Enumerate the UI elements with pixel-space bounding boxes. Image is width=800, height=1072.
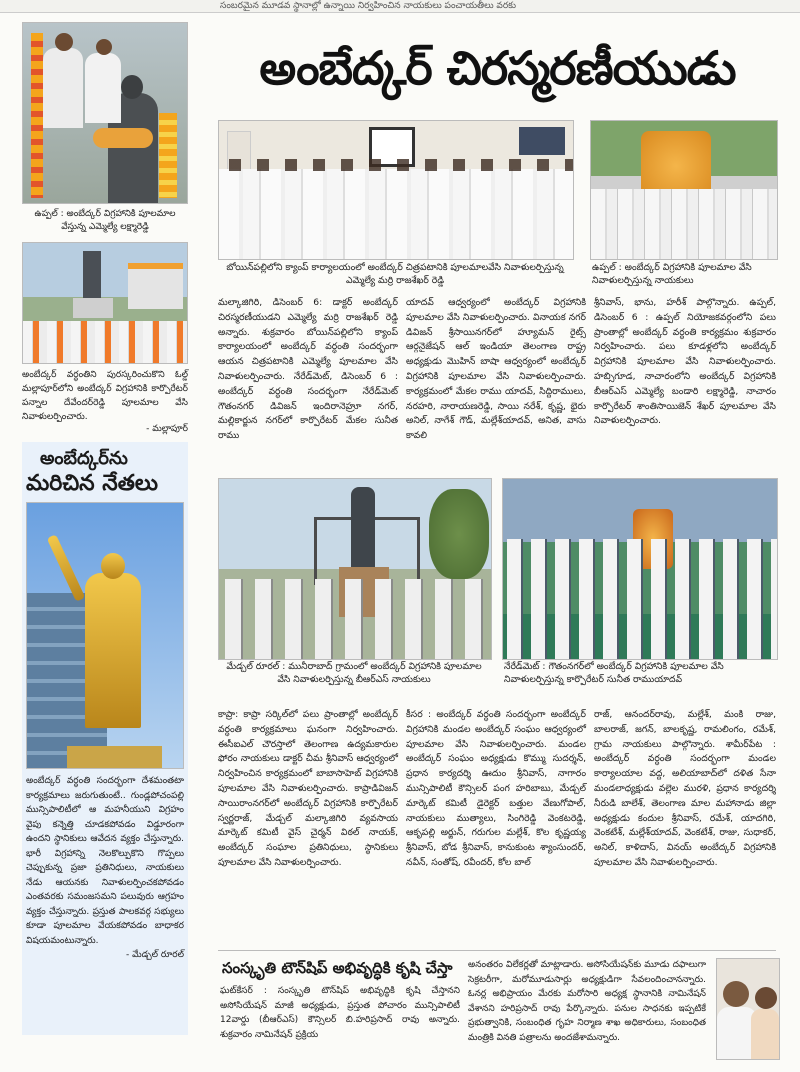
golden-statue-body: [85, 573, 141, 728]
bottom-article-col1: ఘట్‌కేసర్ : సంస్కృతి టౌన్‌షిప్ అభివృద్ధికి కృషి చేస్తానని అసోసియేషన్ మాజీ అధ్యక్షుడు, ప్రస్తుత పోచారం మున్సిపాలిటీ 12వార్డు (బీఆర్ఎస్) కౌన్సిలర్ బి.హరిప్రసాద్ రావు అన్నారు. శుక్రవారం నామినేషన్ ప్రక్రియ: [220, 986, 460, 1040]
mla-laxma-reddy-photo: [22, 22, 188, 204]
person-figure: [751, 1009, 779, 1059]
person-head: [723, 981, 749, 1007]
article-neredmet: యాదవ్ ఆధ్వర్యంలో అంబేద్కర్ విగ్రహానికి పూలమాల వేసి నివాళులర్పించారు. వినాయక నగర్ డివిజన్ శ్రీసాయినగర్‌లో హ్యూమన్ రైట్స్ ఆర్గనైజేషన్ ఆల్ ఇండియా తెలంగాణ రాష్ట్ర అధ్యక్షుడు మొహిన్ బాషా ఆధ్వర్యంలో అంబేద్కర్ విగ్రహానికి పూలమాల వేసి నివాళులర్పించారు. కార్యక్రమంలో మేకల రాము యాదవ్, సిద్దిరాములు, నరహరి, నారాయణరెడ్డి, సాయి నరేశ్, కృష్ణ, భైరు అనిల్, నాగేశ్ గౌడ్, మల్లేశ్‌యాదవ్, అనిత, వాసు కావలి: [406, 297, 586, 442]
medchal-caption: మేడ్చల్ రూరల్ : మునీరాబాద్ గ్రామంలో అంబేద్కర్ విగ్రహానికి పూలమాల వేసి నివాళులర్పిస్తున్న బీఆర్ఎస్ నాయకులు: [220, 660, 488, 686]
golden-ambedkar-statue-photo: [26, 502, 184, 769]
section-divider: [218, 950, 776, 951]
photo2-caption: అంబేద్కర్ వర్ధంతిని పురస్కరించుకొని ఓల్డ్ మల్లాపూర్‌లోని అంబేద్కర్ విగ్రహానికి కార్పొరేటర్ పన్నాల దేవేందర్‌రెడ్డి పూలమాల వేసి నివాళులర్పించారు.: [22, 370, 188, 422]
article-shamirpet: రాజ్, ఆనందర్‌రావు, మల్లేశ్, మంకి రాజు, బాలరాజ్, జగన్, బాలకృష్ణ, రామలింగం, రమేశ్, గ్రామ నాయకులు పాల్గొన్నారు. శామీర్‌పేట : అంబేద్కర్ వర్ధంతి సందర్భంగా మండల కార్యాలయాల వద్ద, అలియాబాద్‌లో దళిత సేనా మండలాధ్యక్షుడు వల్లెల మురళి, ప్రధాన కార్యదర్శి నీరుడి బాలేశ్, తెలంగాణ మాల మహానాడు జిల్లా అధ్యక్షుడు కందుల శ్రీనివాస్, రమేశ్, యాదగిరి, వెంకటేశ్, మల్లేశ్‌యాదవ్, వెంకటేశ్, రాజు, సుధాకర్, అనిల్, కాళిదాస్, వినయ్ అంబేద్కర్ విగ్రహానికి పూలమాల వేసి నివాళులర్పించారు.: [594, 709, 776, 868]
statue-pedestal: [73, 298, 113, 318]
photo1-caption: ఉప్పల్ : అంబేద్కర్ విగ్రహానికి పూలమాల వేస్తున్న ఎమ్మెల్యే లక్ష్మారెడ్డి: [34, 209, 176, 232]
main-photo-caption: బోయిన్‌పల్లిలోని క్యాంప్ కార్యాలయంలో అంబేద్కర్ చిత్రపటానికి పూలమాలవేసి నివాళులర్పిస్తున్న ఎమ్మెల్యే మర్రి రాజశేఖర్ రెడ్డి: [222, 261, 568, 287]
boinpally-office-photo: [218, 120, 574, 260]
person-figure: [85, 53, 121, 123]
statue-figure: [83, 251, 101, 301]
article-keesara: కీసర : అంబేద్కర్ వర్ధంతి సందర్భంగా అంబేద్కర్ విగ్రహానికి మండల అంబేద్కర్ సంఘం ఆధ్వర్యంలో పూలమాల వేసి నివాళులర్పించారు. మండల అంబేద్కర్ సంఘం అధ్యక్షుడు కొమ్ము సుదర్శన్, ప్రధాన కార్యదర్శి ఊదుం శ్రీనివాస్, నాగారం మున్సిపాలిటీ కౌన్సిలర్ పంగ హరిబాబు, మేడ్చల్ మార్కెట్ కమిటీ డైరెక్టర్ బత్తుల వేణుగోపాల్, నాయకులు ముత్యాలు, సింగిరెడ్డి వెంకటరెడ్డి, ఆకృపల్లి అర్జున్, గరుగుల మల్లేశ్, కొల కృష్ణయ్య శ్రీనివాస్, బోడ శ్రీనివాస్, కానుకుంట శ్యాంసుందర్, నవీన్, సంతోష్, రవీందర్, కోల బాల్: [406, 709, 586, 868]
bottom-article-col2: అనంతరం విలేకర్లతో మాట్లాడారు. అసోసియేషన్‌కు మూడు దఫాలుగా సెక్రటరీగా, మరోమూడుసార్లు అధ్యక్షుడిగా సేవలందించానన్నారు. ఓనర్ల అభిప్రాయం మేరకు మరోసారి అధ్యక్ష స్థానానికి నామినేషన్ వేశానని హరిప్రసాద్ రావు పేర్కొన్నారు. పనుల సాధనకు ఇప్పటికే ప్రభుత్వానికి, సంబంధిత గృహ నిర్మాణ శాఖ అధికారులు, సంబంధిత మంత్రికి వినతి పత్రాలను అందజేశామన్నారు.: [468, 960, 706, 1043]
uppal-statue-photo: [590, 120, 778, 260]
corporator-group: [503, 539, 777, 659]
bottom-headline: సంస్కృతి టౌన్‌షిప్ అభివృద్ధికి కృషి చేస్తా: [222, 959, 453, 977]
person-head: [96, 39, 112, 55]
statue-head: [121, 75, 143, 99]
garland-decoration: [159, 113, 177, 198]
person-head: [755, 987, 777, 1009]
stage-canopy: [128, 263, 183, 309]
box-headline-line2: మరిచిన నేతలు: [26, 471, 159, 496]
flower-garland: [93, 128, 153, 148]
person-head: [55, 33, 73, 51]
uppal-caption: ఉప్పల్ : అంబేద్కర్ విగ్రహానికి పూలమాల వేసి నివాళులర్పిస్తున్న నాయకులు: [592, 261, 774, 287]
muneerabad-statue-photo: [218, 478, 492, 660]
hariprasad-photo: [716, 958, 780, 1060]
leaders-group: [219, 169, 573, 259]
golden-statue-arm: [47, 534, 86, 602]
crowd-group: [23, 321, 188, 363]
leaders-group: [591, 189, 777, 259]
garland-decoration: [31, 33, 43, 198]
photo2-signature: - మల్లాపూర్: [146, 424, 188, 434]
statue-figure: [351, 487, 375, 567]
box-headline-line1: అంబేద్కర్‌ను: [40, 448, 128, 469]
golden-statue-head: [101, 553, 125, 579]
top-strip-text: సంబరమైన మూడవ స్థానాల్లో ఉన్నాయి నిర్వహించిన నాయకులు పంచాయతీలు వరకు: [220, 1, 516, 11]
wall-photos: [519, 127, 565, 155]
old-mallapur-photo: [22, 242, 188, 364]
article-malkajgiri: మల్కాజిగిరి, డిసెంబర్ 6: డాక్టర్ అంబేద్కర్ చిరస్మరణీయుడని ఎమ్మెల్యే మర్రి రాజశేఖర్ రెడ్డి అన్నారు. శుక్రవారం బోయిన్‌పల్లిలోని క్యాంప్ కార్యాలయంలో అంబేద్కర్ వర్ధంతి సందర్భంగా ఆయన చిత్రపటానికి ఎమ్మెల్యే పూలమాల వేసి నివాళులర్పించారు. నేరేడ్‌మెట్, డిసెంబర్ 6 : అంబేద్కర్ వర్ధంతి సందర్భంగా నేరేడ్‌మెట్ గౌతంనగర్ డివిజన్ ఇందిరానెహ్రూ నగర్, మల్లికార్జున నగర్‌లో కార్పొరేటర్ మేకల సునీత రాము: [218, 297, 398, 442]
tree: [429, 489, 489, 579]
forgotten-leaders-box: [22, 442, 188, 1035]
brs-leaders-group: [219, 579, 491, 659]
article-uppal: శ్రీనివాస్, భాను, హరీశ్ పాల్గొన్నారు. ఉప్పల్, డిసెంబర్ 6 : ఉప్పల్ నియోజకవర్గంలోని పలు ప్రాంతాల్లో అంబేద్కర్ వర్ధంతి కార్యక్రమం శుక్రవారం నిర్వహించారు. పలు కూడళ్లలోని అంబేద్కర్ విగ్రహానికి పూలమాల వేసి నివాళులర్పించారు. హబ్సిగూడ, నాచారంలోని అంబేద్కర్ విగ్రహానికి బీఆర్ఎస్ ఎమ్మెల్యే బండారి లక్ష్మారెడ్డి, నాచారం కార్పొరేటర్ శాంతిసాయిజెన్ శేఖర్ పూలమాల వేసి నివాళులర్పించారు.: [594, 297, 776, 427]
gautamnagar-statue-photo: [502, 478, 778, 660]
left-column: [22, 22, 188, 1035]
box-body: అంబేద్కర్ వర్ధంతి సందర్భంగా దేశమంతటా కార్యక్రమాలు జరుగుతుంటే.. గుండ్లపోచంపల్లి మున్సిపాలిటీలో ఆ మహనీయుని విగ్రహం వైపు కన్నెత్తి చూడకపోవడం విడ్డూరంగా ఉందని స్థానికులు ఆవేదన వ్యక్తం చేస్తున్నారు. భారీ విగ్రహాన్ని నెలకొల్పుకొని గొప్పలు చెప్పుకున్న ప్రజా ప్రతినిధులు, నాయకులు నేడు ఆయనకు నివాళులర్పించకపోవడం ఎంతవరకు సమంజసమని పలువురు ఆగ్రహం వ్యక్తం చేస్తున్నారు. ప్రస్తుత పాలకవర్గ సభ్యులు కూడా పూలమాల వేయకపోవడం బాధాకర విషయమంటున్నారు.: [26, 776, 184, 946]
box-signature: - మేడ్చల్ రూరల్: [126, 950, 184, 960]
main-headline: అంబేద్కర్ చిరస్మరణీయుడు: [259, 41, 736, 95]
article-kapra: కాప్రా: కాప్రా సర్కిల్‌లో పలు ప్రాంతాల్లో అంబేద్కర్ వర్ధంతి కార్యక్రమాలు ఘనంగా నిర్వహించారు. ఈసీఐఎల్ చౌరస్తాలో తెలంగాణ ఉద్యమకారుల ఫోరం నాయకులు డాక్టర్ చీమ శ్రీనివాస్ ఆధ్వర్యంలో నిర్వహించిన కార్యక్రమంలో బాబాసాహెబ్ విగ్రహానికి పూలమాల వేసి నివాళులర్పించారు. కాప్రాడివిజన్ సాయిరాంనగర్‌లో అంబేద్కర్ విగ్రహానికి కార్పొరేటర్ స్వర్ణరాజ్, మేడ్చల్ మల్కాజిగిరి వ్యవసాయ మార్కెట్ కమిటీ వైస్ చైర్మన్ విఠల్ నాయక్, అంబేద్కర్ సంఘాల ప్రతినిధులు, స్థానికులు పూలమాల వేసి నివాళులర్పించారు.: [218, 709, 398, 868]
heads-row: [219, 159, 573, 171]
top-strip: [0, 0, 800, 13]
statue-pedestal: [67, 746, 162, 768]
neredmet-caption: నేరేడ్‌మెట్ : గౌతంనగర్‌లో అంబేద్కర్ విగ్రహానికి పూలమాల వేసి నివాళులర్పిస్తున్న కార్పొరేటర్ సునీత రాముయాదవ్: [504, 660, 774, 686]
person-figure: [43, 48, 83, 128]
